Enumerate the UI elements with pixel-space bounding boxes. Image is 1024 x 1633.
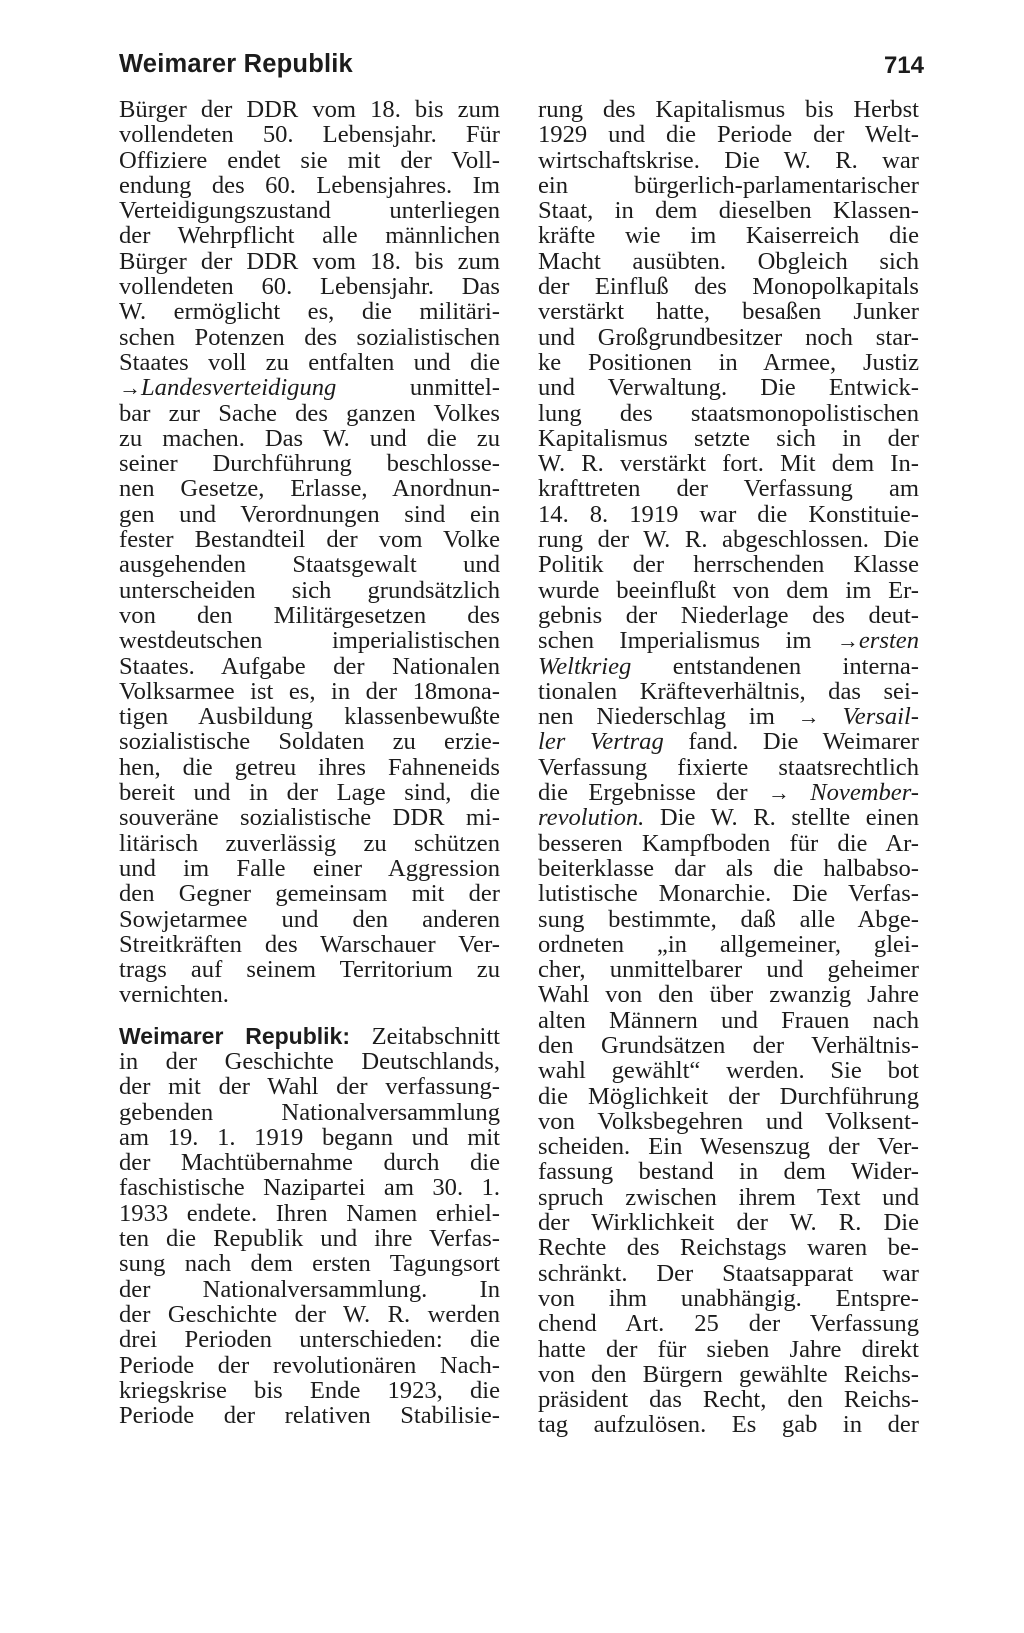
text-line: am 19. 1. 1919 begann und mit	[119, 1123, 500, 1151]
text-line: und im Falle einer Aggression	[119, 854, 500, 882]
text-line: chend Art. 25 der Verfassung	[538, 1310, 919, 1338]
text-line: Staates voll zu entfalten und die	[119, 348, 500, 376]
text-line: sung nach dem ersten Tagungsort	[119, 1250, 500, 1278]
text-line: faschistische Nazipartei am 30. 1.	[119, 1174, 500, 1202]
text-line	[538, 628, 919, 653]
text-line: schen Potenzen des sozialistischen	[119, 323, 500, 351]
text-line: rung des Kapitalismus bis Herbst	[538, 96, 919, 123]
text-line: der Nationalversammlung. In	[119, 1275, 500, 1303]
text-line: vernichten.	[119, 981, 229, 1009]
text-line	[538, 780, 919, 805]
text-line: Offiziere endet sie mit der Voll-	[119, 146, 500, 174]
text-line: Sowjetarmee und den anderen	[119, 905, 500, 933]
text-line: litärisch zuverlässig zu schützen	[119, 829, 500, 857]
text-line: von Volksbegehren und Volksent-	[538, 1107, 919, 1135]
text-line: präsident das Recht, den Reichs-	[538, 1386, 919, 1414]
text-line: westdeutschen imperialistischen	[119, 627, 500, 655]
text-line: wahl gewählt“ werden. Sie bot	[538, 1057, 919, 1085]
text-line: fester Bestandteil der vom Volke	[119, 526, 500, 554]
cross-reference-term: Versail-	[819, 703, 919, 731]
cross-reference-arrow-icon: →	[767, 780, 790, 806]
text-line: wirtschaftskrise. Die W. R. war	[538, 146, 919, 174]
text-line: 1929 und die Periode der Welt-	[538, 121, 919, 149]
text-line: der Geschichte der W. R. werden	[119, 1300, 500, 1328]
text-line: ten die Republik und ihre Verfas-	[119, 1225, 500, 1253]
text-line: endung des 60. Lebensjahres. Im	[119, 171, 500, 199]
text-line	[538, 805, 919, 830]
page-number: 714	[883, 52, 924, 79]
entry-lemma: Weimarer Republik:	[119, 1022, 351, 1049]
text-run: schen Imperialismus im	[538, 627, 837, 655]
cross-reference-term: ler Vertrag	[538, 728, 664, 756]
text-line: nen Gesetze, Erlasse, Anordnun-	[119, 475, 500, 503]
text-line: kriegskrise bis Ende 1923, die	[119, 1376, 500, 1404]
text-line: tionalen Kräfteverhältnis, das sei-	[538, 677, 919, 705]
text-line: Bürger der DDR vom 18. bis zum	[119, 96, 500, 123]
text-line: schränkt. Der Staatsapparat war	[538, 1259, 919, 1287]
text-line: von ihm unabhängig. Entspre-	[538, 1284, 919, 1312]
cross-reference-term: November-	[789, 779, 919, 807]
text-line	[119, 1024, 500, 1049]
text-line: den Gegner gemeinsam mit der	[119, 880, 500, 908]
text-line: gebnis der Niederlage des deut-	[538, 601, 919, 629]
text-line: Streitkräften des Warschauer Ver-	[119, 930, 500, 958]
text-column-right	[538, 97, 919, 1438]
text-line: sozialistische Soldaten zu erzie-	[119, 728, 500, 756]
running-head-title: Weimarer Republik	[119, 50, 353, 78]
text-line: lung des staatsmonopolistischen	[538, 399, 919, 427]
text-line: ke Positionen in Armee, Justiz	[538, 348, 919, 376]
text-line: hatte der für sieben Jahre direkt	[538, 1335, 919, 1363]
text-run: die Ergebnisse der	[538, 779, 768, 807]
text-line: von den Bürgern gewählte Reichs-	[538, 1360, 919, 1388]
text-line: cher, unmittelbarer und geheimer	[538, 956, 919, 984]
text-line: wurde beeinflußt von dem im Er-	[538, 576, 919, 604]
text-line: von den Militärgesetzen des	[119, 601, 500, 629]
text-line: alten Männern und Frauen nach	[538, 1006, 919, 1034]
text-line: ordneten „in allgemeiner, glei-	[538, 930, 919, 958]
text-line: Verteidigungszustand unterliegen	[119, 197, 500, 225]
text-line: und Verwaltung. Die Entwick-	[538, 374, 919, 402]
text-run: Die W. R. stellte einen	[644, 804, 919, 832]
text-line: hen, die getreu ihres Fahneneids	[119, 753, 500, 781]
text-line: in der Geschichte Deutschlands,	[119, 1047, 500, 1075]
text-run: entstandenen interna-	[631, 652, 919, 680]
text-line: Verfassung fixierte staatsrechtlich	[538, 753, 919, 781]
text-line: 1933 endete. Ihren Namen erhiel-	[119, 1199, 500, 1227]
cross-reference-term: ersten	[858, 627, 919, 655]
text-line: tigen Ausbildung klassenbewußte	[119, 703, 500, 731]
text-column-left	[119, 97, 500, 1428]
text-line: Rechte des Reichstags waren be-	[538, 1234, 919, 1262]
paragraph-gap	[119, 1008, 500, 1024]
text-run: Zeitabschnitt	[350, 1022, 500, 1050]
text-line: trags auf seinem Territorium zu	[119, 956, 500, 984]
text-line: Bürger der DDR vom 18. bis zum	[119, 247, 500, 275]
text-line: unterscheiden sich grundsätzlich	[119, 576, 500, 604]
cross-reference-arrow-icon: →	[836, 628, 859, 654]
text-line: der Wirklichkeit der W. R. Die	[538, 1209, 919, 1237]
text-line: der mit der Wahl der verfassung-	[119, 1073, 500, 1101]
text-line: Staates. Aufgabe der Nationalen	[119, 652, 500, 680]
cross-reference-term: Weltkrieg	[538, 652, 632, 680]
text-line: ausgehenden Staatsgewalt und	[119, 551, 500, 579]
text-line: W. ermöglicht es, die militäri-	[119, 298, 500, 326]
text-line: Staat, in dem dieselben Klassen-	[538, 197, 919, 225]
text-run: unmittel-	[336, 374, 500, 402]
text-line	[119, 375, 500, 400]
text-line: lutistische Monarchie. Die Verfas-	[538, 880, 919, 908]
text-line: verstärkt hatte, besaßen Junker	[538, 298, 919, 326]
text-line: Periode der revolutionären Nach-	[119, 1351, 500, 1379]
text-line: vollendeten 50. Lebensjahr. Für	[119, 121, 500, 149]
text-line: beiterklasse dar als die halbabso-	[538, 854, 919, 882]
text-line: ein bürgerlich-parlamentarischer	[538, 171, 919, 199]
text-line: bar zur Sache des ganzen Volkes	[119, 399, 500, 427]
text-line: der Einfluß des Monopolkapitals	[538, 273, 919, 301]
text-line: zu machen. Das W. und die zu	[119, 424, 500, 452]
text-line: krafttreten der Verfassung am	[538, 475, 919, 503]
text-line: der Machtübernahme durch die	[119, 1149, 500, 1177]
text-line: sung bestimmte, daß alle Abge-	[538, 905, 919, 933]
text-line: Macht ausübten. Obgleich sich	[538, 247, 919, 275]
text-line: gebenden Nationalversammlung	[119, 1098, 500, 1126]
text-line: fassung bestand in dem Wider-	[538, 1158, 919, 1186]
text-line: kräfte wie im Kaiserreich die	[538, 222, 919, 250]
text-line: seiner Durchführung beschlosse-	[119, 450, 500, 478]
text-line	[538, 654, 919, 679]
text-line	[538, 704, 919, 729]
text-line: den Grundsätzen der Verhältnis-	[538, 1031, 919, 1059]
text-line: vollendeten 60. Lebensjahr. Das	[119, 273, 500, 301]
text-line: drei Perioden unterschieden: die	[119, 1326, 500, 1354]
text-line: Periode der relativen Stabilisie-	[119, 1402, 500, 1430]
cross-reference-arrow-icon: →	[119, 375, 141, 401]
cross-reference-term: Landesverteidigung	[141, 374, 337, 402]
text-line: souveräne sozialistische DDR mi-	[119, 804, 500, 832]
cross-reference-term: revolution.	[538, 804, 645, 832]
text-line: besseren Kampfboden für die Ar-	[538, 829, 919, 857]
text-line: Volksarmee ist es, in der 18mona-	[119, 677, 500, 705]
text-run: nen Niederschlag im	[538, 703, 798, 731]
text-line: rung der W. R. abgeschlossen. Die	[538, 526, 919, 554]
text-line: Wahl von den über zwanzig Jahre	[538, 981, 919, 1009]
text-run: fand. Die Weimarer	[663, 728, 919, 756]
text-line	[538, 729, 919, 754]
text-line: Politik der herrschenden Klasse	[538, 551, 919, 579]
text-line: tag aufzulösen. Es gab in der	[538, 1411, 919, 1439]
text-line: Kapitalismus setzte sich in der	[538, 424, 919, 452]
text-line: gen und Verordnungen sind ein	[119, 500, 500, 528]
text-line: 14. 8. 1919 war die Konstituie-	[538, 500, 919, 528]
text-line: bereit und in der Lage sind, die	[119, 779, 500, 807]
text-line: scheiden. Ein Wesenszug der Ver-	[538, 1133, 919, 1161]
text-line: W. R. verstärkt fort. Mit dem In-	[538, 450, 919, 478]
text-line: spruch zwischen ihrem Text und	[538, 1183, 919, 1211]
text-line: der Wehrpflicht alle männlichen	[119, 222, 500, 250]
text-line: und Großgrundbesitzer noch star-	[538, 323, 919, 351]
cross-reference-arrow-icon: →	[797, 704, 820, 730]
text-line: die Möglichkeit der Durchführung	[538, 1082, 919, 1110]
